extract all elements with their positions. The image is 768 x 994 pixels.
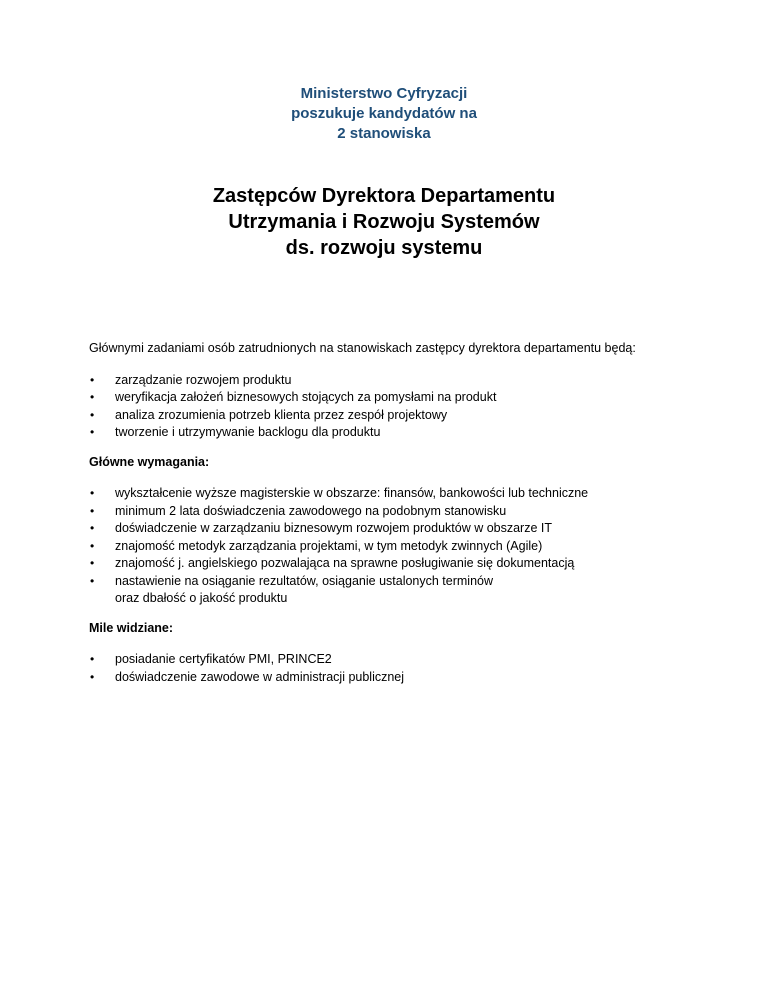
list-item: • znajomość metodyk zarządzania projektami, w tym metodyk zwinnych (Agile) — [89, 538, 709, 556]
tasks-list — [89, 372, 709, 442]
bullet-icon: • — [90, 486, 95, 500]
list-item: • wykształcenie wyższe magisterskie w obszarze: finansów, bankowości lub techniczne — [89, 485, 709, 503]
bullet-icon: • — [90, 556, 95, 570]
title-line-1: Zastępców Dyrektora Departamentu — [212, 185, 556, 207]
requirements-list — [89, 485, 709, 608]
bullet-icon: • — [90, 538, 95, 553]
bullet-icon: • — [90, 407, 95, 422]
nice-to-have-list — [89, 651, 709, 686]
nice-to-have-heading: Mile widziane: — [89, 620, 174, 635]
list-item: • minimum 2 lata doświadczenia zawodowego na podobnym stanowisku — [89, 503, 709, 521]
requirements-heading: Główne wymagania: — [89, 454, 210, 469]
header-line-seeking: poszukuje kandydatów na — [291, 105, 477, 122]
bullet-icon: • — [90, 390, 95, 404]
header-line-positions: 2 stanowiska — [337, 125, 431, 142]
list-item: • tworzenie i utrzymywanie backlogu dla produktu — [89, 424, 709, 442]
bullet-icon: • — [90, 503, 95, 518]
bullet-icon: • — [90, 425, 95, 439]
document-body — [89, 340, 709, 698]
position-title — [0, 183, 768, 261]
list-item: • weryfikacja założeń biznesowych stojących za pomysłami na produkt — [89, 389, 709, 407]
bullet-icon: • — [90, 669, 95, 684]
list-item: • analiza zrozumienia potrzeb klienta przez zespół projektowy — [89, 407, 709, 425]
header-line-ministry: Ministerstwo Cyfryzacji — [300, 85, 468, 102]
bullet-icon: • — [90, 573, 95, 588]
bullet-icon: • — [90, 521, 95, 535]
title-line-2: Utrzymania i Rozwoju Systemów — [228, 211, 540, 233]
bullet-icon: • — [90, 652, 95, 666]
list-item: • doświadczenie zawodowe w administracji publicznej — [89, 669, 709, 687]
tasks-intro: Głównymi zadaniami osób zatrudnionych na stanowiskach zastępcy dyrektora departamentu będą: — [89, 341, 636, 355]
list-item: • nastawienie na osiąganie rezultatów, osiąganie ustalonych terminów oraz dbałość o jakość produktu — [90, 573, 494, 605]
title-line-3: ds. rozwoju systemu — [285, 237, 483, 259]
list-item: • zarządzanie rozwojem produktu — [89, 372, 709, 390]
list-item: • znajomość j. angielskiego pozwalająca na sprawne posługiwanie się dokumentacją — [89, 555, 709, 573]
list-item: • doświadczenie w zarządzaniu biznesowym rozwojem produktów w obszarze IT — [89, 520, 709, 538]
bullet-icon: • — [90, 372, 95, 387]
list-item: • posiadanie certyfikatów PMI, PRINCE2 — [89, 651, 709, 669]
announcement-header — [0, 84, 768, 144]
